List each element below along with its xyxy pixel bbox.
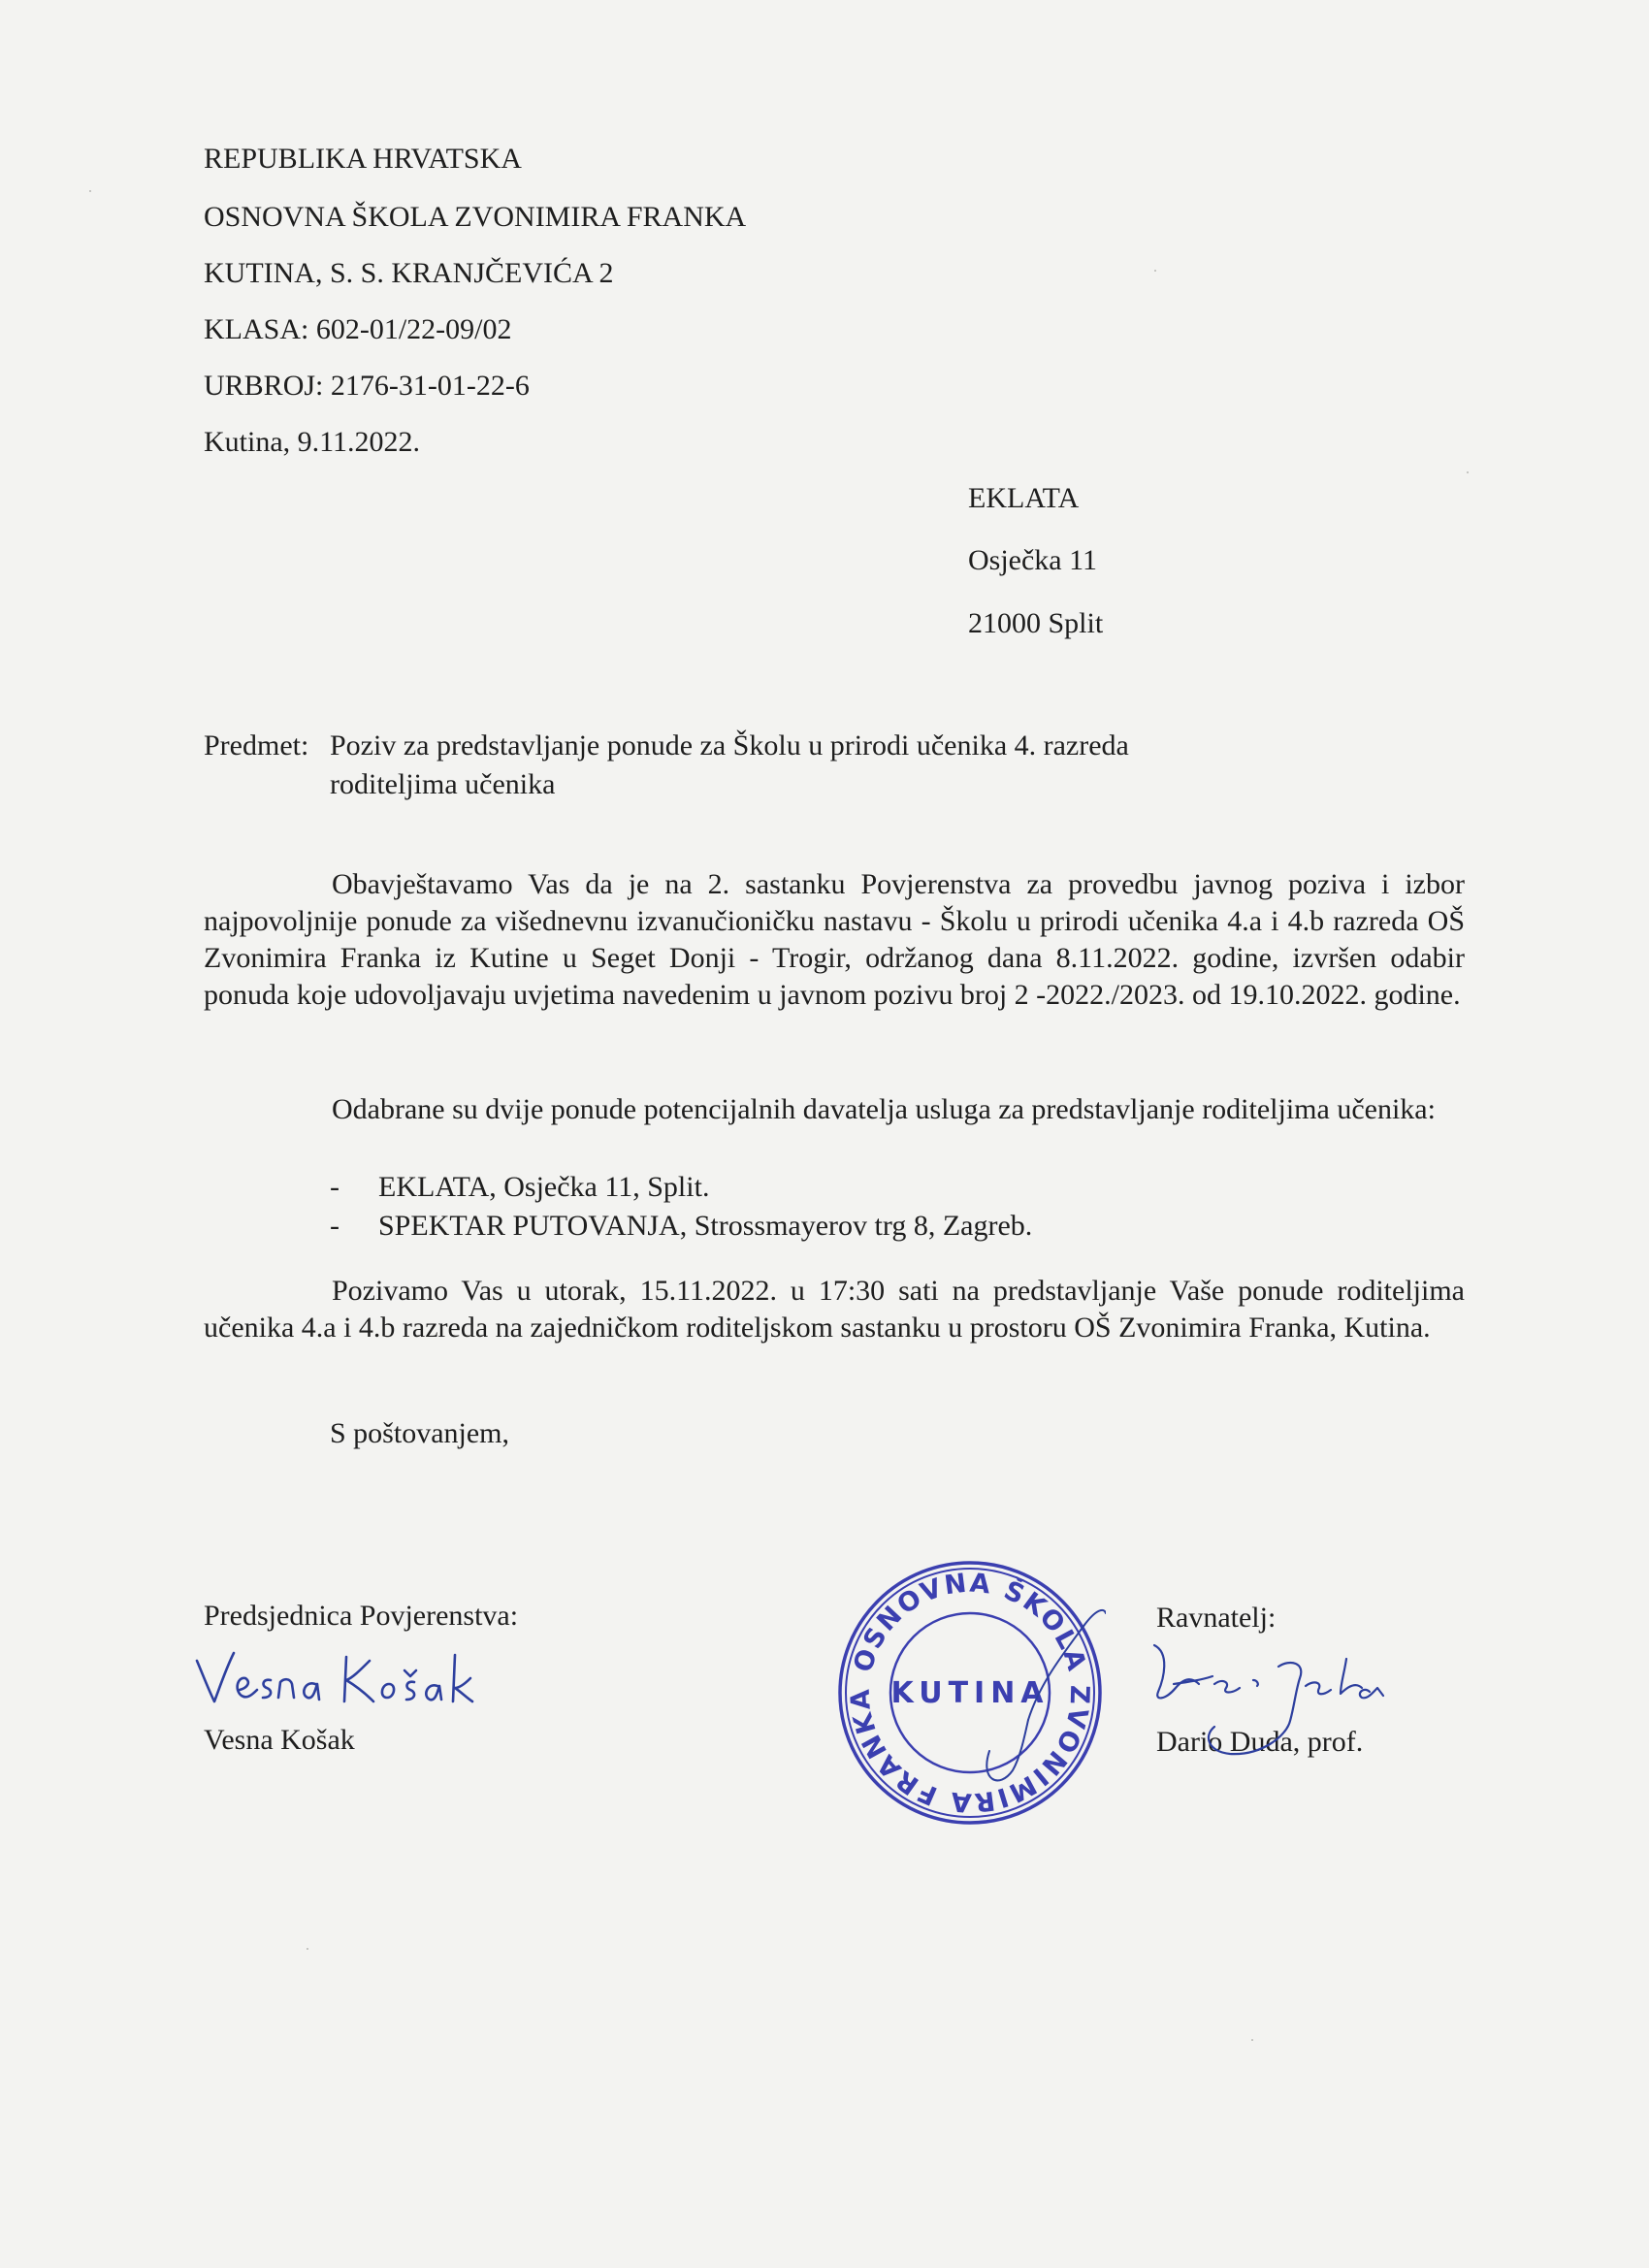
list-item: - SPEKTAR PUTOVANJA, Strossmayerov trg 8, Zagreb. xyxy=(330,1207,1032,1246)
principal-signature-handwritten xyxy=(1116,1639,1445,1766)
header-address: KUTINA, S. S. KRANJČEVIĆA 2 xyxy=(204,257,614,289)
header-school: OSNOVNA ŠKOLA ZVONIMIRA FRANKA xyxy=(204,201,747,233)
recipient-city: 21000 Split xyxy=(968,607,1104,639)
header-place-date: Kutina, 9.11.2022. xyxy=(204,426,421,458)
body-paragraph-2: Odabrane su dvije ponude potencijalnih davatelja usluga za predstavljanje roditeljima učenika: xyxy=(332,1093,1436,1125)
recipient-street: Osječka 11 xyxy=(968,544,1098,576)
chair-signature-handwritten xyxy=(189,1639,480,1717)
closing-greeting: S poštovanjem, xyxy=(330,1417,509,1449)
principal-title: Ravnatelj: xyxy=(1156,1602,1277,1634)
stamp-ring-text: OSNOVNA ŠKOLA ZVONIMIRA FRANKA xyxy=(845,1568,1095,1818)
committee-chair-name: Vesna Košak xyxy=(204,1724,355,1756)
subject-line-2: roditeljima učenika xyxy=(330,768,556,800)
header-country: REPUBLIKA HRVATSKA xyxy=(204,143,522,175)
header-klasa: KLASA: 602-01/22-09/02 xyxy=(204,313,512,345)
list-item: - EKLATA, Osječka 11, Split. xyxy=(330,1168,1032,1207)
body-paragraph-3: Pozivamo Vas u utorak, 15.11.2022. u 17:30 sati na predstavljanje Vaše ponude roditeljima učenika 4.a i 4.b razreda na zajedničkom roditeljskom sastanku u prostoru OŠ Zvonimira Franka, Kutina. xyxy=(204,1275,1465,1344)
stamp-center-text: KUTINA xyxy=(890,1676,1050,1710)
subject-line-1: Poziv za predstavljanje ponude za Školu u prirodi učenika 4. razreda xyxy=(330,729,1129,761)
header-urbroj: URBROJ: 2176-31-01-22-6 xyxy=(204,370,530,402)
body-paragraph-1: Obavještavamo Vas da je na 2. sastanku Povjerenstva za provedbu javnog poziva i izbor najpovoljnije ponude za višednevnu izvanučioničku nastavu - Školu u prirodi učenika 4.a i 4.b razreda OŠ Zvonimira Franka iz Kutine u Seget Donji - Trogir, održanog dana 8.11.2022. godine, izvršen odabir ponuda koje udovoljavaju uvjetima navedenim u javnom pozivu broj 2 -2022./2023. od 19.10.2022. godine. xyxy=(204,868,1465,1011)
offer-list xyxy=(330,1168,1032,1246)
committee-chair-title: Predsjednica Povjerenstva: xyxy=(204,1600,519,1632)
official-stamp xyxy=(834,1557,1106,1829)
subject-label: Predmet: xyxy=(204,729,309,761)
recipient-name: EKLATA xyxy=(968,482,1080,514)
principal-name: Dario Duda, prof. xyxy=(1156,1726,1364,1758)
